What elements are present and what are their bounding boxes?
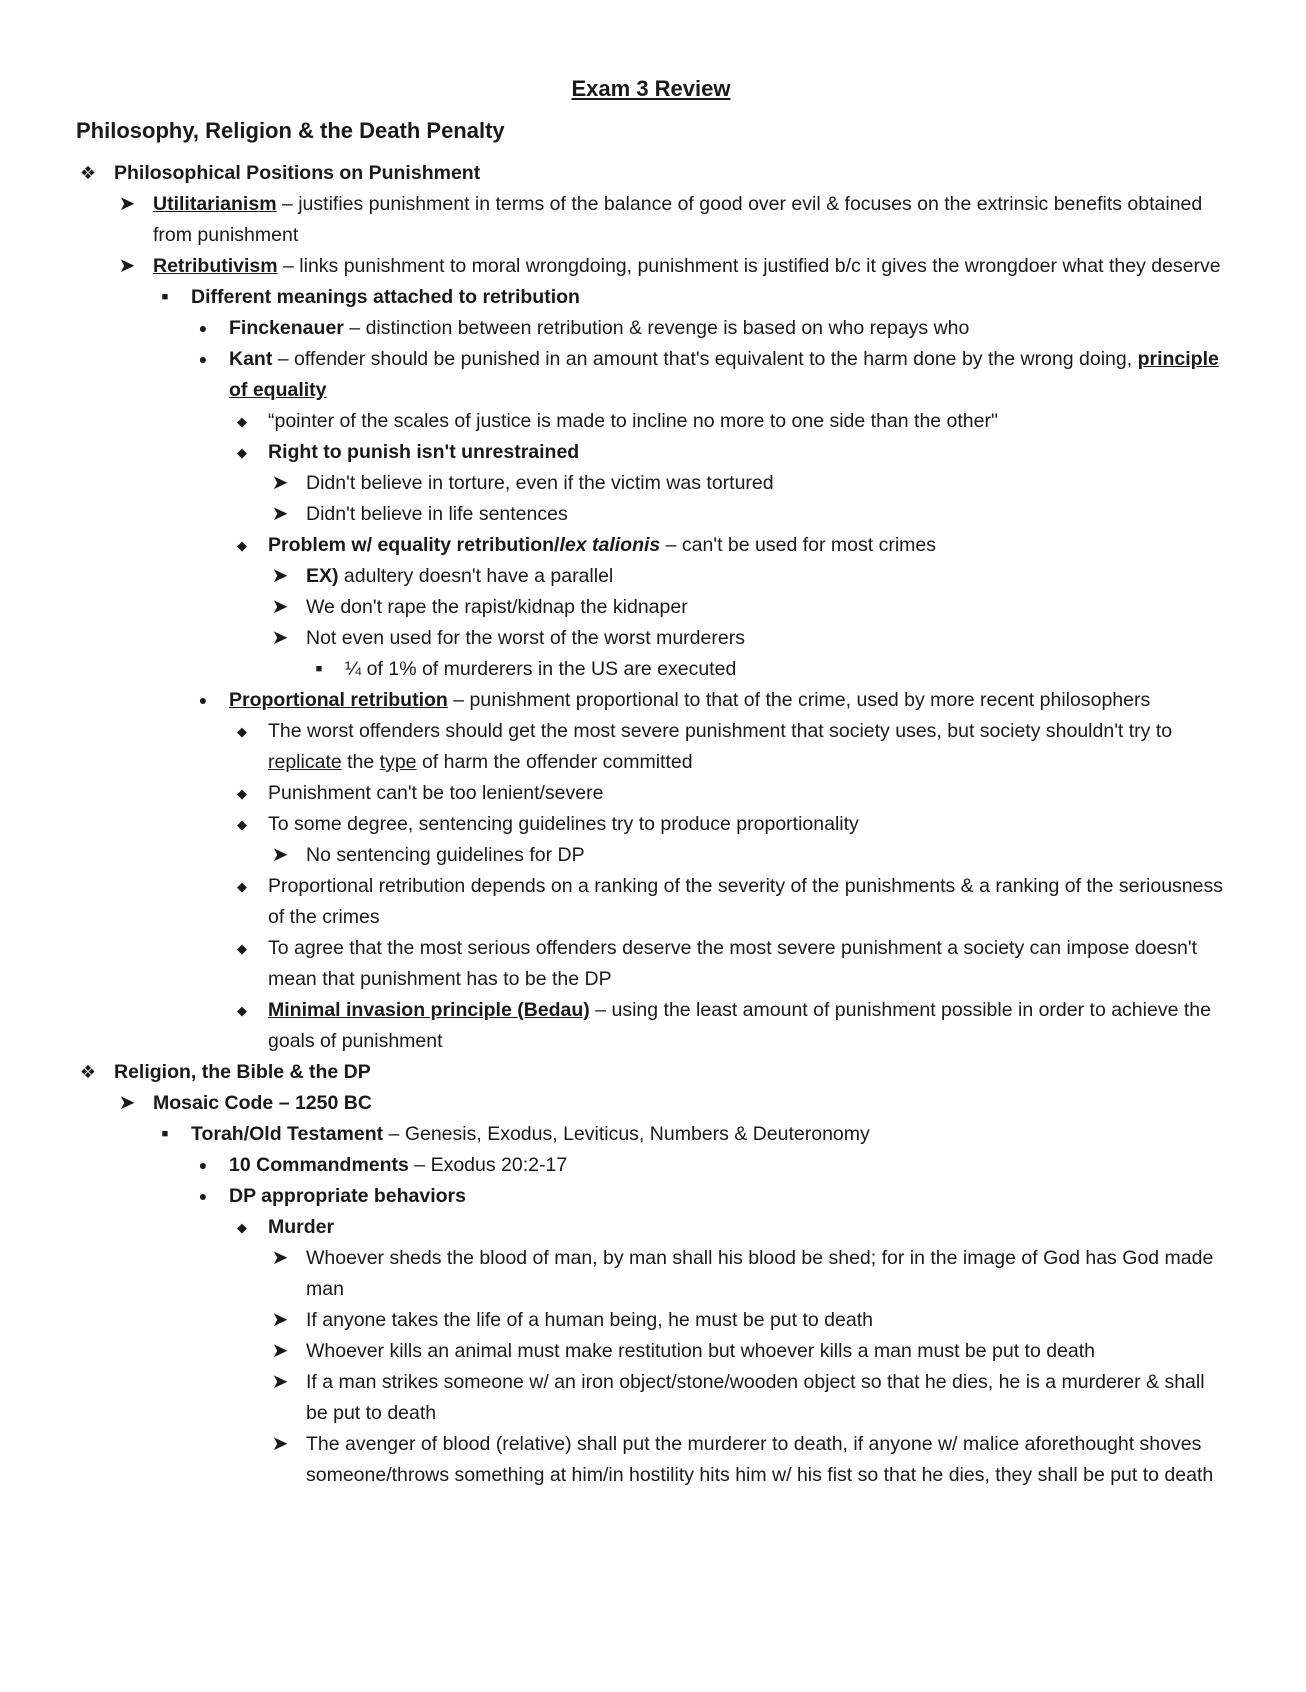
arrow-bullet-icon: ➤ xyxy=(271,844,289,866)
outline-item xyxy=(76,871,1226,933)
outline-text: Finckenauer xyxy=(229,317,344,339)
outline-item xyxy=(76,1181,1226,1212)
outline-item xyxy=(76,623,1226,654)
outline-item xyxy=(76,1150,1226,1181)
outline-item xyxy=(76,561,1226,592)
diamond-bullet-icon: ◆ xyxy=(237,817,247,832)
dot-bullet-icon: ● xyxy=(198,1188,208,1204)
outline-text: We don't rape the rapist/kidnap the kidnaper xyxy=(306,596,688,618)
square-bullet-icon: ■ xyxy=(315,663,323,675)
outline-text: “pointer of the scales of justice is made to incline no more to one side than the other" xyxy=(268,410,998,432)
outline-text: Mosaic Code – 1250 BC xyxy=(153,1092,372,1114)
outline-list xyxy=(76,158,1226,1491)
diamond-bullet-icon: ◆ xyxy=(237,786,247,801)
outline-item xyxy=(76,251,1226,282)
diamond-bullet-icon: ◆ xyxy=(237,724,247,739)
outline-text: Different meanings attached to retribution xyxy=(191,286,580,308)
outline-text: Whoever sheds the blood of man, by man shall his blood be shed; for in the image of God has God made man xyxy=(306,1247,1214,1300)
arrow-bullet-icon: ➤ xyxy=(271,1309,289,1331)
outline-text: No sentencing guidelines for DP xyxy=(306,844,585,866)
outline-item xyxy=(76,1119,1226,1150)
outline-text: 10 Commandments xyxy=(229,1154,409,1176)
outline-text: DP appropriate behaviors xyxy=(229,1185,466,1207)
outline-item xyxy=(76,468,1226,499)
arrow-bullet-icon: ➤ xyxy=(271,596,289,618)
arrow-bullet-icon: ➤ xyxy=(271,1340,289,1362)
outline-text: Whoever kills an animal must make restitution but whoever kills a man must be put to death xyxy=(306,1340,1096,1362)
outline-text: If anyone takes the life of a human being, he must be put to death xyxy=(306,1309,873,1331)
arrow-bullet-icon: ➤ xyxy=(271,1433,289,1455)
outline-item xyxy=(76,1057,1226,1088)
diamond-bullet-icon: ◆ xyxy=(237,941,247,956)
outline-item xyxy=(76,840,1226,871)
square-bullet-icon: ■ xyxy=(161,291,169,303)
outline-text: ¼ of 1% of murderers in the US are executed xyxy=(345,658,737,680)
dot-bullet-icon: ● xyxy=(198,692,208,708)
outline-text: replicate xyxy=(268,751,342,773)
diamond-bullet-icon: ◆ xyxy=(237,879,247,894)
outline-text: Not even used for the worst of the worst murderers xyxy=(306,627,745,649)
outline-item xyxy=(76,282,1226,313)
outline-text: Proportional retribution xyxy=(229,689,448,711)
outline-text: Murder xyxy=(268,1216,335,1238)
outline-item xyxy=(76,1243,1226,1305)
outline-text: Utilitarianism xyxy=(153,193,277,215)
outline-text: Kant xyxy=(229,348,273,370)
outline-item xyxy=(76,406,1226,437)
outline-text: Punishment can't be too lenient/severe xyxy=(268,782,604,804)
outline-item xyxy=(76,437,1226,468)
outline-item xyxy=(76,1305,1226,1336)
outline-text: To some degree, sentencing guidelines try to produce proportionality xyxy=(268,813,859,835)
outline-item xyxy=(76,158,1226,189)
outline-text: – Exodus 20:2-17 xyxy=(408,1154,568,1176)
outline-text: – offender should be punished in an amount that's equivalent to the harm done by the wrong doing, xyxy=(272,348,1138,370)
outline-text: – Genesis, Exodus, Leviticus, Numbers & Deuteronomy xyxy=(383,1123,870,1145)
four-diamond-bullet-icon: ❖ xyxy=(79,1062,97,1082)
outline-item xyxy=(76,1088,1226,1119)
outline-text: Minimal invasion principle (Bedau) xyxy=(268,999,590,1021)
outline-text: principle of equality xyxy=(229,348,1219,401)
outline-text: Problem w/ equality retribution/ xyxy=(268,534,560,556)
outline-text: adultery doesn't have a parallel xyxy=(338,565,614,587)
arrow-bullet-icon: ➤ xyxy=(271,472,289,494)
square-bullet-icon: ■ xyxy=(161,1128,169,1140)
outline-item xyxy=(76,654,1226,685)
outline-text: EX) xyxy=(306,565,339,587)
outline-item xyxy=(76,313,1226,344)
outline-text: Right to punish isn't unrestrained xyxy=(268,441,580,463)
four-diamond-bullet-icon: ❖ xyxy=(79,163,97,183)
outline-item xyxy=(76,592,1226,623)
outline-text: Didn't believe in life sentences xyxy=(306,503,568,525)
outline-text: – can't be used for most crimes xyxy=(660,534,937,556)
outline-text: – justifies punishment in terms of the balance of good over evil & focuses on the extrinsic benefits obtained from punishment xyxy=(153,193,1203,246)
outline-item xyxy=(76,716,1226,778)
outline-item xyxy=(76,685,1226,716)
outline-item xyxy=(76,344,1226,406)
arrow-bullet-icon: ➤ xyxy=(118,1092,136,1114)
arrow-bullet-icon: ➤ xyxy=(271,627,289,649)
arrow-bullet-icon: ➤ xyxy=(118,255,136,277)
outline-text: Didn't believe in torture, even if the victim was tortured xyxy=(306,472,774,494)
outline-item xyxy=(76,933,1226,995)
outline-text: The avenger of blood (relative) shall put the murderer to death, if anyone w/ malice aforethought shoves someone/throws something at him/in hostility hits him w/ his fist so that he dies, they shall be put to death xyxy=(306,1433,1214,1486)
outline-item xyxy=(76,778,1226,809)
arrow-bullet-icon: ➤ xyxy=(118,193,136,215)
arrow-bullet-icon: ➤ xyxy=(271,503,289,525)
outline-text: Philosophical Positions on Punishment xyxy=(114,162,481,184)
outline-item xyxy=(76,1336,1226,1367)
outline-text: – distinction between retribution & revenge is based on who repays who xyxy=(343,317,970,339)
outline-text: – links punishment to moral wrongdoing, punishment is justified b/c it gives the wrongdoer what they deserve xyxy=(277,255,1221,277)
arrow-bullet-icon: ➤ xyxy=(271,1247,289,1269)
dot-bullet-icon: ● xyxy=(198,320,208,336)
outline-item xyxy=(76,499,1226,530)
outline-text: Torah/Old Testament xyxy=(191,1123,384,1145)
outline-text: The worst offenders should get the most severe punishment that society uses, but society shouldn't try to xyxy=(268,720,1173,742)
outline-text: lex talionis xyxy=(559,534,661,556)
outline-text: Proportional retribution depends on a ranking of the severity of the punishments & a ranking of the seriousness of the crimes xyxy=(268,875,1223,928)
outline-text: If a man strikes someone w/ an iron object/stone/wooden object so that he dies, he is a murderer & shall be put to death xyxy=(306,1371,1205,1424)
section-heading: Philosophy, Religion & the Death Penalty xyxy=(76,118,505,143)
outline-item xyxy=(76,1212,1226,1243)
outline-item xyxy=(76,809,1226,840)
arrow-bullet-icon: ➤ xyxy=(271,1371,289,1393)
diamond-bullet-icon: ◆ xyxy=(237,1220,247,1235)
outline-text: Religion, the Bible & the DP xyxy=(114,1061,371,1083)
outline-item xyxy=(76,530,1226,561)
diamond-bullet-icon: ◆ xyxy=(237,538,247,553)
outline-item xyxy=(76,995,1226,1057)
outline-item xyxy=(76,1367,1226,1429)
arrow-bullet-icon: ➤ xyxy=(271,565,289,587)
diamond-bullet-icon: ◆ xyxy=(237,414,247,429)
outline-item xyxy=(76,1429,1226,1491)
outline-text: Retributivism xyxy=(153,255,278,277)
diamond-bullet-icon: ◆ xyxy=(237,1003,247,1018)
outline-text: the xyxy=(341,751,380,773)
outline-text: type xyxy=(379,751,417,773)
diamond-bullet-icon: ◆ xyxy=(237,445,247,460)
outline-text: To agree that the most serious offenders deserve the most severe punishment a society can impose doesn't mean that punishment has to be the DP xyxy=(268,937,1198,990)
dot-bullet-icon: ● xyxy=(198,1157,208,1173)
outline-text: – using the least amount of punishment possible in order to achieve the goals of punishment xyxy=(268,999,1211,1052)
outline-item xyxy=(76,189,1226,251)
dot-bullet-icon: ● xyxy=(198,351,208,367)
document-title: Exam 3 Review xyxy=(571,76,731,101)
outline-text: – punishment proportional to that of the crime, used by more recent philosophers xyxy=(447,689,1151,711)
outline-text: of harm the offender committed xyxy=(416,751,693,773)
